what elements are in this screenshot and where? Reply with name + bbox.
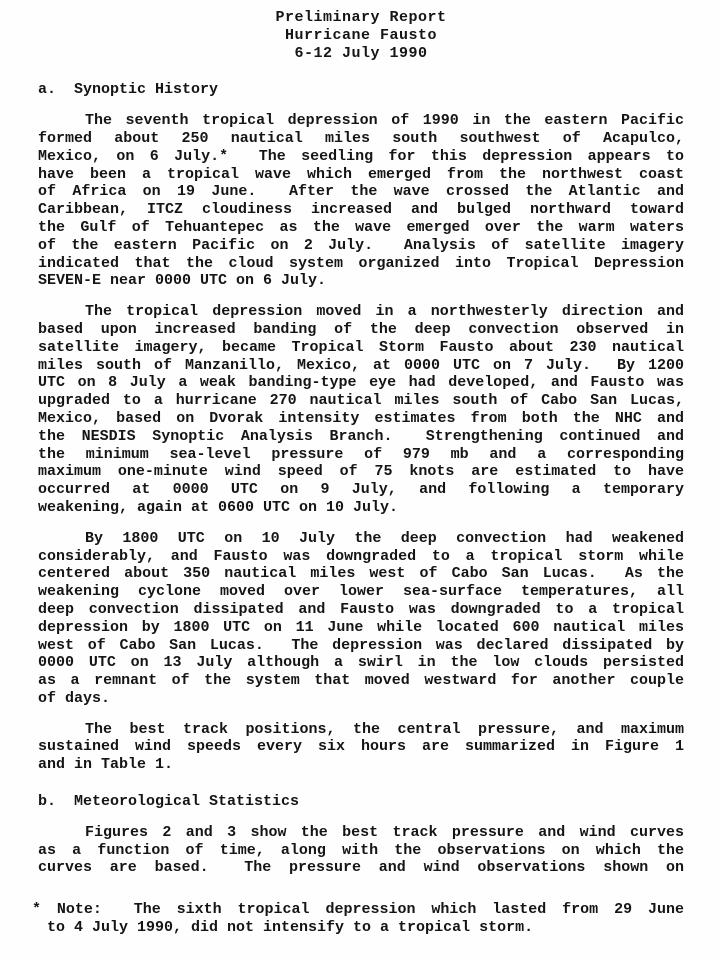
paragraph-line: deep convection dissipated and Fausto was downgraded to a tropical xyxy=(38,600,684,618)
paragraph-line: The seventh tropical depression of 1990 in the eastern Pacific xyxy=(85,112,684,130)
paragraph-line: occurred at 0000 UTC on 9 July, and following a temporary xyxy=(38,481,684,499)
paragraph-line: maximum one-minute wind speed of 75 knots are estimated to have xyxy=(38,463,684,481)
paragraph-line: west of Cabo San Lucas. The depression was declared dissipated by xyxy=(38,636,684,654)
paragraph-line: and in Table 1. xyxy=(38,756,174,774)
paragraph-line: centered about 350 nautical miles west of Cabo San Lucas. As the xyxy=(38,565,684,583)
paragraph-line: of days. xyxy=(38,689,111,707)
paragraph-line: considerably, and Fausto was downgraded to a tropical storm while xyxy=(38,547,684,565)
paragraph-line: have been a tropical wave which emerged from the northwest coast xyxy=(38,165,684,183)
paragraph-line: curves are based. The pressure and wind observations shown on xyxy=(38,859,684,877)
paragraph-synoptic-1 xyxy=(38,112,684,290)
paragraph-line: 0000 UTC on 13 July although a swirl in the low clouds persisted xyxy=(38,654,684,672)
footnote-line: to 4 July 1990, did not intensify to a tropical storm. xyxy=(47,919,534,937)
paragraph-line: the minimum sea-level pressure of 979 mb and a corresponding xyxy=(38,445,684,463)
paragraph-line: the NESDIS Synoptic Analysis Branch. Strengthening continued and xyxy=(38,427,684,445)
section-a-heading: a. Synoptic History xyxy=(38,81,219,99)
footnote-line: * Note: The sixth tropical depression which lasted from 29 June xyxy=(32,901,684,919)
footnote xyxy=(32,901,684,937)
paragraph-line: as a function of time, along with the observations on which the xyxy=(38,841,684,859)
paragraph-line: formed about 250 nautical miles south southwest of Acapulco, xyxy=(38,129,684,147)
paragraph-line: Figures 2 and 3 show the best track pressure and wind curves xyxy=(85,823,684,841)
paragraph-line: as a remnant of the system that moved westward for another couple xyxy=(38,672,684,690)
paragraph-line: depression by 1800 UTC on 11 June while located 600 nautical miles xyxy=(38,618,684,636)
paragraph-line: Mexico, on 6 July.* The seedling for this depression appears to xyxy=(38,147,684,165)
paragraph-line: The tropical depression moved in a northwesterly direction and xyxy=(85,303,684,321)
paragraph-line: upgraded to a hurricane 270 nautical miles south of Cabo San Lucas, xyxy=(38,392,684,410)
paragraph-statistics-1 xyxy=(38,824,684,877)
section-b-heading: b. Meteorological Statistics xyxy=(38,793,300,811)
paragraph-synoptic-4 xyxy=(38,721,684,774)
paragraph-line: By 1800 UTC on 10 July the deep convection had weakened xyxy=(85,529,684,547)
title-line-report: Preliminary Report xyxy=(275,9,447,26)
paragraph-line: SEVEN-E near 0000 UTC on 6 July. xyxy=(38,272,327,290)
paragraph-line: The best track positions, the central pressure, and maximum xyxy=(85,720,684,738)
title-line-date-range: 6-12 July 1990 xyxy=(294,44,428,62)
paragraph-line: Caribbean, ITCZ cloudiness increased and bulged northward toward xyxy=(38,201,684,219)
paragraph-line: the Gulf of Tehuantepec as the wave emerged over the warm waters xyxy=(38,218,684,236)
paragraph-line: of the eastern Pacific on 2 July. Analysis of satellite imagery xyxy=(38,236,684,254)
paragraph-line: weakening, again at 0600 UTC on 10 July. xyxy=(38,498,399,516)
document-title xyxy=(38,9,684,62)
paragraph-line: Mexico, based on Dvorak intensity estimates from both the NHC and xyxy=(38,409,684,427)
paragraph-line: of Africa on 19 June. After the wave crossed the Atlantic and xyxy=(38,183,684,201)
paragraph-line: sustained wind speeds every six hours are summarized in Figure 1 xyxy=(38,738,684,756)
paragraph-line: based upon increased banding of the deep convection observed in xyxy=(38,320,684,338)
paragraph-line: indicated that the cloud system organized into Tropical Depression xyxy=(38,254,684,272)
paragraph-synoptic-2 xyxy=(38,303,684,517)
paragraph-line: weakening cyclone moved over lower sea-surface temperatures, all xyxy=(38,583,684,601)
paragraph-synoptic-3 xyxy=(38,530,684,708)
paragraph-line: satellite imagery, became Tropical Storm Fausto about 230 nautical xyxy=(38,338,684,356)
paragraph-line: miles south of Manzanillo, Mexico, at 0000 UTC on 7 July. By 1200 xyxy=(38,356,684,374)
paragraph-line: UTC on 8 July a weak banding-type eye had developed, and Fausto was xyxy=(38,374,684,392)
title-line-storm-name: Hurricane Fausto xyxy=(284,26,438,44)
